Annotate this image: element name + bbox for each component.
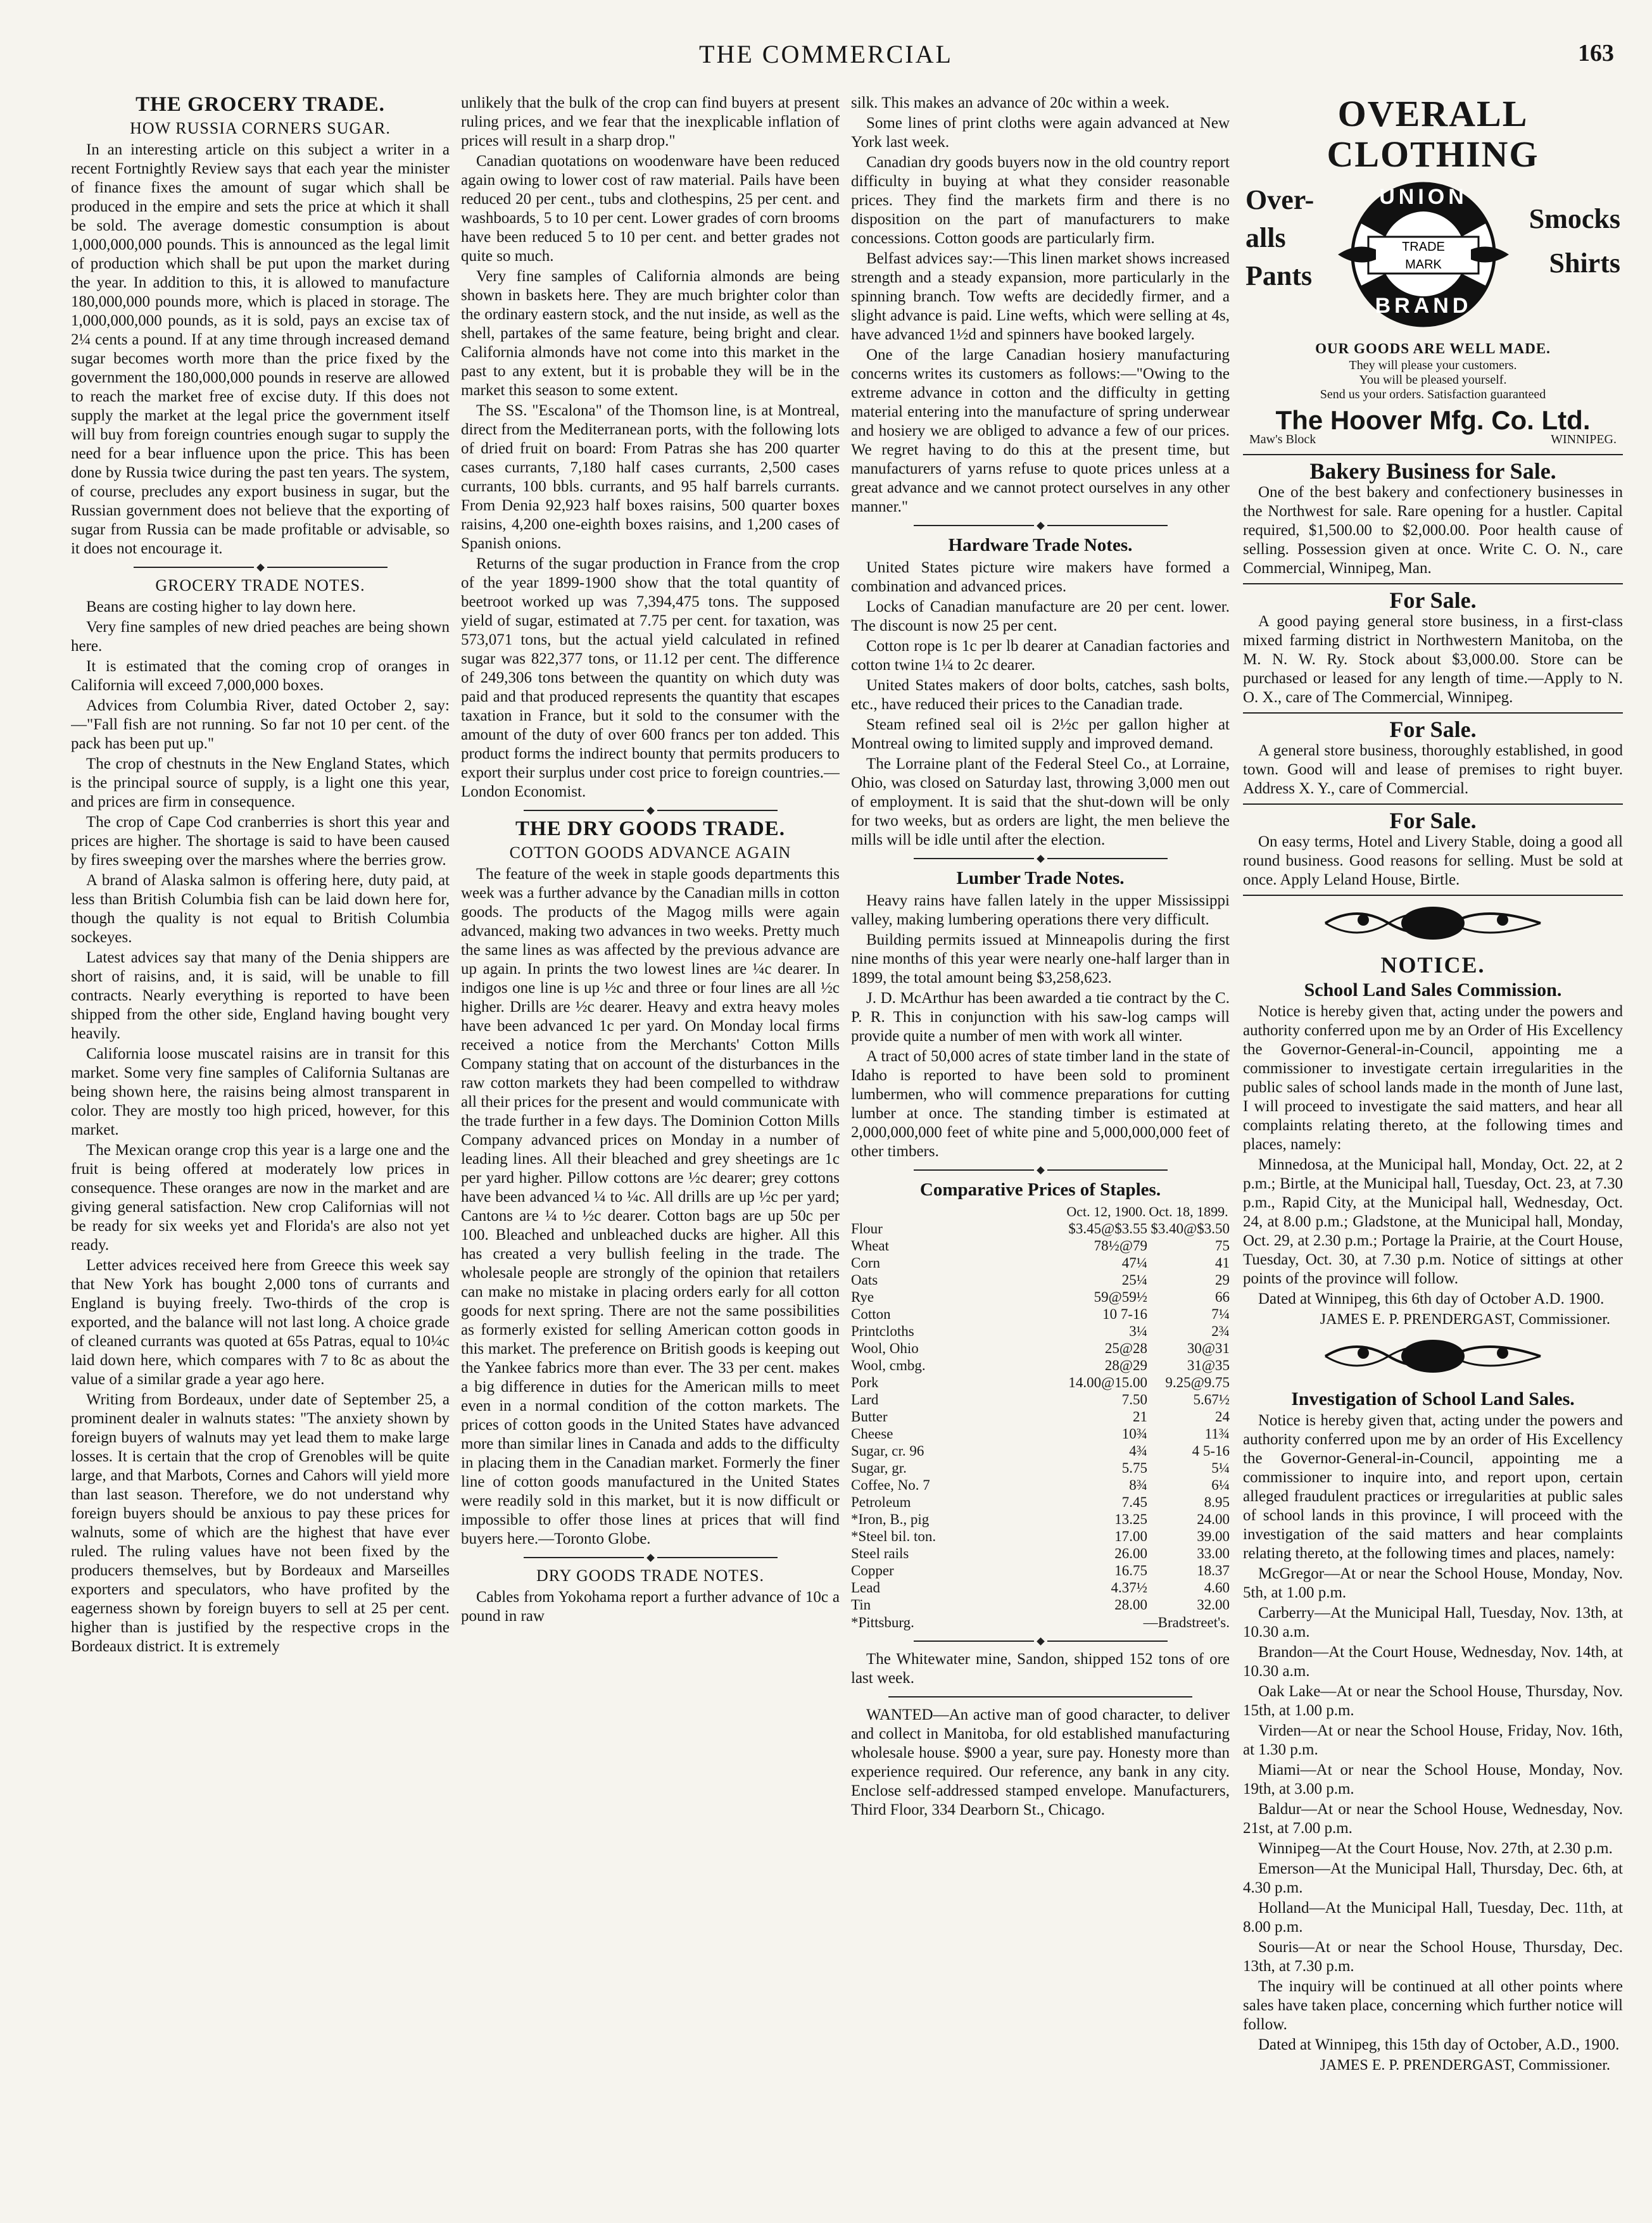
column-4: [1243, 94, 1623, 2196]
price-row: [851, 1254, 1230, 1271]
price-1900-cell: 25@28: [1104, 1340, 1147, 1356]
notice-paragraph: Emerson—At the Municipal Hall, Thursday, Dec. 6th, at 4.30 p.m.: [1243, 1860, 1623, 1896]
notice-paragraph: Minnedosa, at the Municipal hall, Monday, Oct. 22, at 2 p.m.; Birtle, at the Municipal hall, Tuesday, Oct. 23, at 7.30 p.m., Rapid City, at the Municipal hall, Wednesday, Oct. 24, at 8.00 p.m.; Gladstone, at the Municipal hall, Monday, Oct. 29, at 2.30 p.m.; Portage la Prairie, at the Court House, Tuesday, Oct. 30, at 7.30 p.m. Notice of sittings at other points of the province will follow.: [1243, 1156, 1623, 1287]
commodity-cell: Pork: [851, 1375, 879, 1390]
commodity-cell: Lard: [851, 1392, 879, 1407]
price-1899-cell: 4.60: [1204, 1580, 1230, 1596]
union-brand-trademark-icon: [1319, 179, 1528, 331]
paragraph: Advices from Columbia River, dated October 2, say:—"Fall fish are not running. So far not 10 per cent. of the pack has been put up.": [71, 697, 450, 752]
price-row: [851, 1374, 1230, 1391]
price-1899-cell: $3.40@$3.50: [1151, 1221, 1230, 1237]
headline-dry-goods-notes: DRY GOODS TRADE NOTES.: [536, 1566, 765, 1585]
price-row: [851, 1288, 1230, 1306]
commodity-cell: Flour: [851, 1221, 883, 1237]
price-1900-cell: 10¾: [1121, 1426, 1147, 1442]
notice-paragraph: Holland—At the Municipal Hall, Tuesday, Dec. 11th, at 8.00 p.m.: [1243, 1899, 1623, 1936]
price-1900-cell: 4.37½: [1111, 1580, 1147, 1596]
price-row: [851, 1271, 1230, 1288]
price-row: [851, 1528, 1230, 1545]
classified-for-sale: [1243, 717, 1623, 805]
paragraph: It is estimated that the coming crop of oranges in California will exceed 7,000,000 boxes.: [71, 658, 450, 694]
divider: [851, 520, 1230, 531]
newspaper-title: THE COMMERCIAL: [699, 40, 953, 68]
paragraph: The feature of the week in staple goods departments this week was a further advance by the Canadian mills in cotton goods. The products of the Magog mills were again advanced, making two advances in two weeks. Pretty much the same lines as was affected by the previous advance are up again. In prints the two lowest lines are ¼c dearer. In indigos one line is up ½c and three or four lines are all ½c higher. Drills are ½c dearer. Heavy and extra heavy moles have been advanced 1c per yard. On Monday local firms received a notice from the Merchants' Cotton Mills Company stating that on account of the disturbances in the raw cotton markets they had been compelled to withdraw all their prices for the present and would communicate with the trade further in a few days. The Dominion Cotton Mills Company advanced prices on Monday in a number of leading lines. All their bleached and grey sheetings are 1c per yard higher. Pillow cottons are ½c dearer; grey cottons have been advanced ¼ to ¼c. All drills are up ½c per yard; Cantons are ¼ to ½c dearer. Cotton bags are up 50c per 100. Bleached and unbleached ducks are higher. All this has created a very bullish feeling in the trade. The wholesale people are strongly of the opinion that retailers can make no mistake in placing orders early for all cotton goods for next spring. There are not the same possibilities as formerly existed for selling American cotton goods in this market. The preference on British goods is keeping out the Yankee fabrics more than ever. The 33 per cent. makes a big difference in duties for the American mills to meet even in a normal condition of the cotton markets. The prices of cotton goods in the United States have advanced more than similar lines in Canada and adds to the difficulty in placing them in the Canadian market. Formerly the finer line of cotton goods manufactured in the United States were readily sold in this market, but it is now difficult or impossible to offer those lines at prices that will find buyers here.—Toronto Globe.: [461, 866, 840, 1547]
price-1900-cell: 8¾: [1129, 1477, 1147, 1493]
commodity-cell: Corn: [851, 1255, 880, 1271]
price-1899-cell: 6¼: [1211, 1477, 1230, 1493]
commodity-cell: Rye: [851, 1289, 874, 1305]
notice-paragraph: Dated at Winnipeg, this 15th day of October, A.D., 1900.: [1258, 2036, 1620, 2053]
commodity-cell: Tin: [851, 1597, 871, 1613]
paragraph: The Mexican orange crop this year is a large one and the fruit is being offered at moderately low prices in consequence. These oranges are now in the market and are giving general satisfaction. New crop Californias will not be ready for six weeks yet and Florida's are also not yet ready.: [71, 1142, 450, 1254]
ad-tagline: OUR GOODS ARE WELL MADE.: [1315, 341, 1551, 356]
classified-text: On easy terms, Hotel and Livery Stable, doing a good all round business. Good reasons for selling. Must be sold at once. Apply Leland House, Birtle.: [1243, 833, 1623, 888]
commodity-cell: Coffee, No. 7: [851, 1477, 930, 1493]
notice-paragraph: Souris—At or near the School House, Thursday, Dec. 13th, at 7.30 p.m.: [1243, 1939, 1623, 1975]
headline-grocery-notes: GROCERY TRADE NOTES.: [155, 576, 365, 595]
price-1899-cell: 33.00: [1197, 1546, 1230, 1561]
paragraph: One of the large Canadian hosiery manufacturing concerns writes its customers as follows:—"Owing to the extreme advance in cotton and the difficulty in getting material entering into the manufacture of spring underwear and hosiery we are obliged to advance a few of our prices. We regret having to do this at the present time, but manufacturers of yarns refuse to quote prices unless at a great advance and we cannot protect ourselves in any other manner.": [851, 346, 1230, 515]
commodity-cell: Butter: [851, 1409, 888, 1425]
notice-paragraph: Miami—At or near the School House, Monday, Nov. 19th, at 3.00 p.m.: [1243, 1761, 1623, 1798]
ornament-icon: [1243, 1334, 1623, 1383]
price-1899-cell: 31@35: [1187, 1357, 1230, 1373]
ad-line: Send us your orders. Satisfaction guaranteed: [1320, 387, 1546, 401]
ad-label: Over-: [1245, 184, 1315, 215]
notice-paragraph: Oak Lake—At or near the School House, Thursday, Nov. 15th, at 1.00 p.m.: [1243, 1683, 1623, 1719]
paragraph: United States makers of door bolts, catches, sash bolts, etc., have reduced their prices to the Canadian trade.: [851, 677, 1230, 713]
svg-text:TRADE: TRADE: [1402, 240, 1445, 254]
commodity-cell: Petroleum: [851, 1494, 911, 1510]
paragraph: Letter advices received here from Greece this week say that New York has bought 2,000 tons of currants and England is buying freely. Two-thirds of the crop is exported, and the balance will not last long. A choice grade of cleaned currants was quoted at 65s Patras, equal to 10¼c laid down here, which compares with 7 to 8c as about the value of a similar grade a year ago here.: [71, 1257, 450, 1388]
price-row: [851, 1562, 1230, 1579]
classified-heading: For Sale.: [1389, 588, 1477, 613]
price-1899-cell: 41: [1215, 1255, 1230, 1271]
price-1900-cell: 21: [1133, 1409, 1147, 1425]
notice-paragraph: Baldur—At or near the School House, Wednesday, Nov. 21st, at 7.00 p.m.: [1243, 1801, 1623, 1837]
price-1899-cell: 5.67½: [1193, 1392, 1230, 1407]
table-source-name: —Bradstreet's.: [1143, 1615, 1230, 1630]
paragraph: Beans are costing higher to lay down here.: [86, 598, 356, 615]
price-row: [851, 1511, 1230, 1528]
ad-address-right: WINNIPEG.: [1551, 432, 1617, 446]
notice-paragraph: The inquiry will be continued at all other points where sales have taken place, concerning which further notice will follow.: [1243, 1978, 1623, 2033]
paragraph: A tract of 50,000 acres of state timber land in the state of Idaho is reported to have been sold to prominent lumbermen, who will commence preparations for cutting lumber at once. The standing timber is estimated at 2,000,000,000 feet of white pine and 5,000,000,000 feet of other timbers.: [851, 1048, 1230, 1160]
classified-text: A general store business, thoroughly established, in good town. Good will and lease of premises to right buyer. Address X. Y., care of Commercial.: [1243, 742, 1623, 797]
price-1900-cell: $3.45@$3.55: [1068, 1221, 1147, 1237]
price-1900-cell: 16.75: [1114, 1563, 1147, 1578]
notice-heading: NOTICE.: [1380, 952, 1485, 978]
price-row: [851, 1391, 1230, 1408]
investigation-heading: Investigation of School Land Sales.: [1291, 1389, 1575, 1409]
notice-paragraph: Virden—At or near the School House, Friday, Nov. 16th, at 1.30 p.m.: [1243, 1722, 1623, 1758]
paragraph: Writing from Bordeaux, under date of September 25, a prominent dealer in walnuts states: "The anxiety shown by foreign buyers of walnuts may yet lead them to make large losses. It is certain that the crop of Grenobles will be quite large, and that Marbots, Cornes and Cahors will yield more than last season. Therefore, we do not understand why foreign buyers should be anxious to pay these prices for walnuts, some of which are the highest that have ever ruled. The ruling values have not been fixed by the producers themselves, but by Bordeaux and Marseilles exporters and speculators, who have profited by the eagerness shown by foreign buyers to sell at 25 per cent. higher than is justified by the respective crops in the Bordeaux district. It is extremely: [71, 1391, 450, 1655]
price-row: [851, 1357, 1230, 1374]
paragraph: Very fine samples of new dried peaches are being shown here.: [71, 619, 450, 655]
paragraph: Building permits issued at Minneapolis during the first nine months of this year were nearly one-half larger than in 1899, the total amount being $3,258,623.: [851, 931, 1230, 986]
column-2: [461, 94, 840, 2196]
divider: [71, 562, 450, 572]
divider: [851, 1692, 1230, 1702]
paragraph: J. D. McArthur has been awarded a tie contract by the C. P. R. This in conjunction with his saw-log camps will provide quite a number of men with work all winter.: [851, 990, 1230, 1045]
price-1900-cell: 28.00: [1114, 1597, 1147, 1613]
price-1899-cell: 30@31: [1187, 1340, 1230, 1356]
paragraph: The SS. "Escalona" of the Thomson line, is at Montreal, direct from the Mediterranean ports, with the following lots of dried fruit on board: From Patras she has 200 quarter cases currants, 7,180 half cases currants, 2,500 cases currants, 100 bbls. currants, and 95 half barrels currants. From Denia 92,923 half boxes raisins, 500 quarter boxes raisins, 4,200 one-eighth boxes raisins, and 1,200 cases of Spanish onions.: [461, 402, 840, 552]
price-1900-cell: 4¾: [1129, 1443, 1147, 1459]
price-1900-cell: 28@29: [1104, 1357, 1147, 1373]
ad-label: Smocks: [1529, 203, 1620, 234]
headline-cotton-goods: COTTON GOODS ADVANCE AGAIN: [509, 843, 791, 862]
price-1899-cell: 11¾: [1204, 1426, 1230, 1442]
price-1899-cell: 9.25@9.75: [1165, 1375, 1230, 1390]
price-row: [851, 1459, 1230, 1477]
divider: [851, 853, 1230, 864]
price-row: [851, 1425, 1230, 1442]
column-header: Oct. 18, 1899.: [1149, 1204, 1228, 1219]
commodity-cell: Wheat: [851, 1238, 890, 1254]
paragraph: Heavy rains have fallen lately in the upper Mississippi valley, making lumbering operations there very difficult.: [851, 892, 1230, 928]
commodity-cell: *Steel bil. ton.: [851, 1528, 936, 1544]
section-title-grocery: THE GROCERY TRADE.: [136, 94, 385, 116]
ad-line: They will please your customers.: [1349, 358, 1517, 372]
notice-paragraph: Notice is hereby given that, acting under the powers and authority conferred upon me by an Order of His Excellency the Governor-General-in-Council, appointing me a commissioner to investigate certain irregularities in the public sales of school lands made in the month of June last, I will proceed to investigate the said matters, and hear all complaints relating thereto, at the following times and places, namely:: [1243, 1003, 1623, 1153]
price-1899-cell: 2¾: [1211, 1323, 1230, 1339]
divider: [461, 805, 840, 816]
price-row: [851, 1220, 1230, 1237]
commodity-cell: Sugar, cr. 96: [851, 1443, 924, 1459]
table-header-row: [851, 1203, 1230, 1220]
price-row: [851, 1579, 1230, 1596]
paragraph: In an interesting article on this subject a writer in a recent Fortnightly Review says that each year the minister of finance fixes the amount of sugar which shall be produced in the empire and sets the price at which it shall be sold. The average domestic consumption is about 1,000,000,000 pounds. This is announced as the legal limit of production which shall be put upon the market during the year. In addition to this, it is allowed to manufacture 180,000,000 pounds more, which is placed in storage. The 1,000,000,000 pounds, as it is sold, pays an excise tax of 2¼ cents a pound. If at any time through increased demand sugar becomes worth more than the price fixed by the government the 180,000,000 pounds in reserve are allowed to reach the market free of excise duty. If this does not supply the market at the legal price the government itself will buy from foreign countries enough sugar to supply the need for a bear influence upon the price. This has been done by Russia twice during the past ten years. The system, of course, precludes any export business in sugar, but the Russian government does not believe that the exporting of sugar from Russia can be made profitable or advisable, so it does not encourage it.: [71, 141, 450, 557]
commodity-cell: Cotton: [851, 1306, 891, 1322]
staples-price-table: [851, 1203, 1230, 1613]
paragraph: Returns of the sugar production in France from the crop of the year 1899-1900 show that the total quantity of beetroot worked up was 7,394,475 tons. The supposed yield of sugar, estimated at 7.75 per cent. for taxation, was 573,071 tons, but the actual yield calculated in refined sugar was 822,377 tons, or 11.12 per cent. The difference of 249,306 tons between the quantity on which duty was paid and that produced represents the quantity that escapes taxation in France, but it sold to the consumer with the amount of the duty of over 600 francs per ton added. This product forms the indirect bounty that permits producers to export their surplus under cost price to foreign countries.—London Economist.: [461, 555, 840, 800]
wanted-ad: WANTED—An active man of good character, to deliver and collect in Manitoba, for old established manufacturing wholesale house. $900 a year, sure pay. Honesty more than experience required. Our reference, any bank in any city. Enclose self-addressed stamped envelope. Manufacturers, Third Floor, 334 Dearborn St., Chicago.: [851, 1706, 1230, 1818]
notice-subheading: School Land Sales Commission.: [1304, 979, 1562, 1000]
commodity-cell: Sugar, gr.: [851, 1460, 907, 1476]
ad-label: Pants: [1245, 260, 1313, 291]
paragraph: Steam refined seal oil is 2½c per gallon higher at Montreal owing to limited supply and improved demand.: [851, 716, 1230, 752]
ad-logo-row: [1243, 179, 1623, 337]
page-number: 163: [1578, 40, 1614, 66]
column-3: [851, 94, 1230, 2196]
headline-lumber: Lumber Trade Notes.: [956, 868, 1125, 888]
price-1900-cell: 14.00@15.00: [1068, 1375, 1147, 1390]
column-header: Oct. 12, 1900.: [1066, 1204, 1146, 1219]
price-row: [851, 1494, 1230, 1511]
commodity-cell: Wool, Ohio: [851, 1340, 919, 1356]
notice-paragraph: Notice is hereby given that, acting under the powers and authority conferred upon me by an order of His Excellency the Governor-General-in-Council, appointing me a commissioner to inquire into, and report upon, certain alleged fraudulent practices or irregularities at public sales of school lands in this province, I will proceed with the investigation of the said matters and hear complaints relating thereto, at the following times and places, namely:: [1243, 1412, 1623, 1562]
paragraph: California loose muscatel raisins are in transit for this market. Some very fine samples of California Sultanas are being shown here, the raisins being almost transparent in color. They are mostly too high priced, however, for this market.: [71, 1045, 450, 1138]
notice-paragraph: Carberry—At the Municipal Hall, Tuesday, Nov. 13th, at 10.30 a.m.: [1243, 1604, 1623, 1640]
paragraph: Locks of Canadian manufacture are 20 per cent. lower. The discount is now 25 per cent.: [851, 598, 1230, 634]
headline-russia-sugar: HOW RUSSIA CORNERS SUGAR.: [130, 119, 391, 137]
ornament-icon: [1243, 901, 1623, 950]
paragraph: Belfast advices say:—This linen market shows increased strength and a steady expansion, more particularly in the spinning branch. Tow wefts are decidedly firmer, and a slight advance is paid. Line wefts, which were selling at 4s, have advanced 1½d and spinners have booked largely.: [851, 250, 1230, 343]
ad-headline: OVERALL CLOTHING: [1327, 94, 1539, 175]
headline-staple-prices: Comparative Prices of Staples.: [919, 1180, 1161, 1200]
price-1899-cell: 66: [1215, 1289, 1230, 1305]
price-1900-cell: 59@59½: [1094, 1289, 1147, 1305]
table-footnote: *Pittsburg.: [851, 1615, 914, 1630]
commodity-cell: Lead: [851, 1580, 880, 1596]
classified-heading: For Sale.: [1389, 717, 1477, 742]
overall-clothing-ad: [1243, 94, 1623, 455]
paragraph: Canadian dry goods buyers now in the old country report difficulty in buying at what they consider reasonable prices. They find the markets firm and there is no disposition on the part of manufacturers to make concessions. Cotton goods are particularly firm.: [851, 154, 1230, 247]
price-rows: [851, 1220, 1230, 1613]
running-head: [0, 39, 1652, 77]
paragraph: Cables from Yokohama report a further advance of 10c a pound in raw: [461, 1589, 840, 1625]
price-1900-cell: 47¼: [1121, 1255, 1147, 1271]
paragraph: United States picture wire makers have formed a combination and advanced prices.: [851, 559, 1230, 595]
ad-line: You will be pleased yourself.: [1359, 373, 1507, 387]
paragraph: Some lines of print cloths were again advanced at New York last week.: [851, 115, 1230, 151]
price-1900-cell: 7.45: [1121, 1494, 1147, 1510]
notice-paragraph: McGregor—At or near the School House, Monday, Nov. 5th, at 1.00 p.m.: [1243, 1565, 1623, 1601]
ad-label: alls: [1245, 222, 1286, 253]
price-1899-cell: 24.00: [1197, 1511, 1230, 1527]
divider: [851, 1636, 1230, 1646]
price-row: [851, 1545, 1230, 1562]
price-1900-cell: 3¼: [1129, 1323, 1147, 1339]
paragraph: The crop of Cape Cod cranberries is short this year and prices are higher. The shortage is said to have been caused by fires sweeping over the marshes where the berries grow.: [71, 814, 450, 869]
price-row: [851, 1340, 1230, 1357]
price-1900-cell: 13.25: [1114, 1511, 1147, 1527]
price-1899-cell: 8.95: [1204, 1494, 1230, 1510]
price-row: [851, 1408, 1230, 1425]
commodity-cell: Cheese: [851, 1426, 893, 1442]
price-1899-cell: 4 5-16: [1192, 1443, 1230, 1459]
divider: [851, 1165, 1230, 1175]
price-1900-cell: 78½@79: [1094, 1238, 1147, 1254]
classified-text: One of the best bakery and confectionery businesses in the Northwest for sale. Rare opening for a hustler. Capital required, $1,500.00 to $2,000.00. Poor health cause of selling. Possession given at once. Write C. O. N., care Commercial, Winnipeg, Man.: [1243, 484, 1623, 577]
paragraph: Cotton rope is 1c per lb dearer at Canadian factories and cotton twine 1¼ to 2c dearer.: [851, 638, 1230, 674]
paragraph: Canadian quotations on woodenware have been reduced again owing to lower cost of raw material. Pails have been reduced 20 per cent., tubs and clothespins, 25 per cent. and washboards, 5 to 10 per cent. Lower grades of corn brooms have been reduced 5 to 10 per cent. and better grades not quite so much.: [461, 153, 840, 265]
svg-text:MARK: MARK: [1405, 258, 1442, 272]
paragraph: unlikely that the bulk of the crop can find buyers at present ruling prices, and we fear that the inexplicable inflation of prices will result in a sharp drop.": [461, 94, 840, 149]
price-1899-cell: 29: [1215, 1272, 1230, 1288]
headline-hardware: Hardware Trade Notes.: [948, 535, 1133, 555]
price-1899-cell: 32.00: [1197, 1597, 1230, 1613]
price-row: [851, 1596, 1230, 1613]
ad-firm-name: The Hoover Mfg. Co. Ltd.: [1275, 405, 1591, 435]
paragraph: A brand of Alaska salmon is offering here, duty paid, at less than British Columbia fish can be laid down here for, though the quality is not equal to British Columbia sockeyes.: [71, 872, 450, 946]
price-row: [851, 1306, 1230, 1323]
classified-heading: For Sale.: [1389, 808, 1477, 833]
commodity-cell: Copper: [851, 1563, 894, 1578]
classified-text: A good paying general store business, in a first-class mixed farming district in Northwestern Manitoba, on the M. N. W. Ry. Stock about $3,000.00. Store can be purchased or leased for any length of time.—Apply to N. O. X., care of The Commercial, Winnipeg.: [1243, 613, 1623, 706]
column-1: [71, 94, 450, 2196]
notice-paragraph: Winnipeg—At the Court House, Nov. 27th, at 2.30 p.m.: [1258, 1840, 1613, 1857]
table-source: [851, 1613, 1230, 1632]
notice-signature: JAMES E. P. PRENDERGAST, Commissioner.: [1320, 1311, 1610, 1328]
svg-text:BRAND: BRAND: [1375, 294, 1472, 318]
ad-label: Shirts: [1549, 248, 1620, 279]
price-1899-cell: 18.37: [1197, 1563, 1230, 1578]
price-1900-cell: 26.00: [1114, 1546, 1147, 1561]
price-row: [851, 1323, 1230, 1340]
paragraph: Very fine samples of California almonds are being shown in baskets here. They are much brighter color than the ordinary eastern stock, and the nut inside, as well as the shell, partakes of the same feature, being bright and clear. California almonds have not come into this market in the past to any extent, but it is probable they will be in the market this season to some extent.: [461, 268, 840, 399]
price-1900-cell: 25¼: [1121, 1272, 1147, 1288]
section-title-dry-goods: THE DRY GOODS TRADE.: [515, 817, 785, 840]
price-1899-cell: 7¼: [1211, 1306, 1230, 1322]
commodity-cell: Oats: [851, 1272, 878, 1288]
price-1899-cell: 5¼: [1211, 1460, 1230, 1476]
paragraph: Latest advices say that many of the Denia shippers are short of raisins, and, it is said, will be unable to fill contracts. Nearly everything is reported to have been shipped from the other side, England having bought very heavily.: [71, 949, 450, 1042]
ad-address-left: Maw's Block: [1249, 432, 1316, 446]
notice-paragraph: Dated at Winnipeg, this 6th day of October A.D. 1900.: [1258, 1290, 1605, 1307]
price-1900-cell: 7.50: [1121, 1392, 1147, 1407]
classified-for-sale: [1243, 808, 1623, 896]
classified-heading: Bakery Business for Sale.: [1309, 458, 1556, 484]
notice-signature: JAMES E. P. PRENDERGAST, Commissioner.: [1320, 2057, 1610, 2074]
classified-bakery: [1243, 458, 1623, 584]
paragraph: The crop of chestnuts in the New England States, which is the principal source of supply, is a light one this year, and prices are firm in consequence.: [71, 755, 450, 810]
paragraph: silk. This makes an advance of 20c within a week.: [851, 94, 1170, 111]
commodity-cell: Steel rails: [851, 1546, 909, 1561]
paragraph: The Lorraine plant of the Federal Steel Co., at Lorraine, Ohio, was closed on Saturday last, throwing 3,000 men out of employment. It is said that the shut-down will be only for two weeks, but as orders are light, the men believe the mills will be idle until after the election.: [851, 755, 1230, 848]
price-row: [851, 1477, 1230, 1494]
commodity-cell: *Iron, B., pig: [851, 1511, 930, 1527]
divider: [461, 1552, 840, 1563]
price-1900-cell: 5.75: [1121, 1460, 1147, 1476]
price-row: [851, 1442, 1230, 1459]
price-row: [851, 1237, 1230, 1254]
classified-for-sale: [1243, 588, 1623, 714]
svg-text:UNION: UNION: [1379, 185, 1468, 209]
price-1900-cell: 10 7-16: [1102, 1306, 1147, 1322]
price-1899-cell: 24: [1215, 1409, 1230, 1425]
commodity-cell: Printcloths: [851, 1323, 914, 1339]
price-1899-cell: 75: [1215, 1238, 1230, 1254]
commodity-cell: Wool, cmbg.: [851, 1357, 926, 1373]
price-1900-cell: 17.00: [1114, 1528, 1147, 1544]
paragraph: The Whitewater mine, Sandon, shipped 152 tons of ore last week.: [851, 1651, 1230, 1687]
price-1899-cell: 39.00: [1197, 1528, 1230, 1544]
notice-paragraph: Brandon—At the Court House, Wednesday, Nov. 14th, at 10.30 a.m.: [1243, 1644, 1623, 1680]
